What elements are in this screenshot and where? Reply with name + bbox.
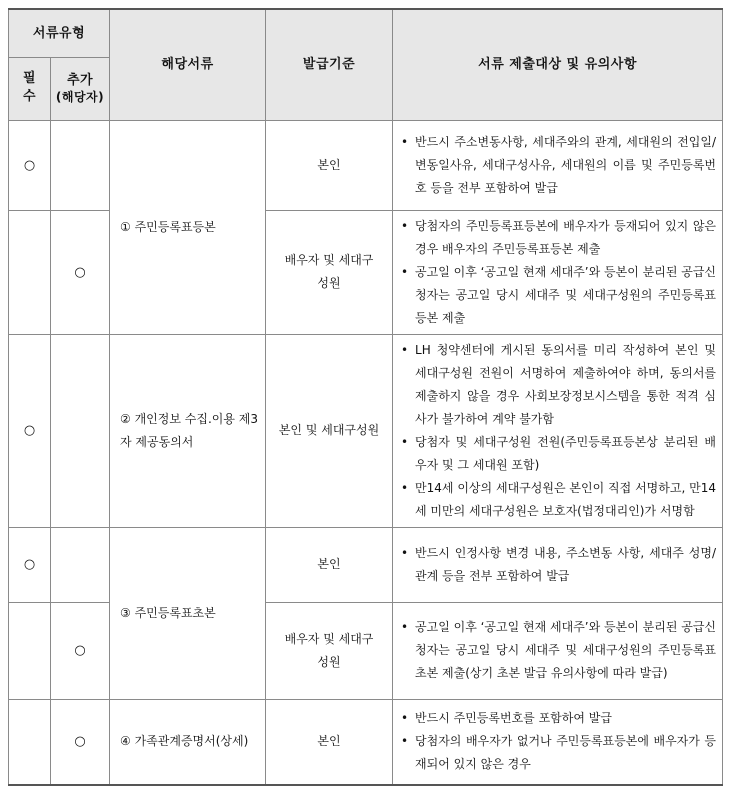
header-required-label: 필수: [22, 71, 37, 104]
table-row: [9, 120, 723, 210]
header-additional-label: 추가: [66, 73, 94, 88]
issue-basis: 본인: [266, 120, 393, 210]
note-item: • 반드시 주소변동사항, 세대주와의 관계, 세대원의 전입일/변동일사유, 세대구성사유, 세대원의 이름 및 주민등록번호 등을 전부 포함하여 발급: [397, 131, 716, 200]
header-additional-sub: (해당자): [55, 90, 105, 104]
header-issue-basis: 발급기준: [266, 9, 393, 120]
note-item: • 공고일 이후 ‘공고일 현재 세대주’와 등본이 분리된 공급신청자는 공고일 당시 세대주 및 세대구성원의 주민등록표초본 제출(상기 초본 발급 유의사항에 따라 발급): [397, 616, 716, 685]
document-name: ② 개인정보 수집.이용 제3자 제공동의서: [110, 334, 266, 527]
additional-mark: ○: [51, 699, 110, 785]
required-mark: [9, 210, 51, 334]
required-mark: ○: [9, 120, 51, 210]
additional-mark: [51, 334, 110, 527]
required-mark: ○: [9, 527, 51, 602]
note-item: • 만14세 이상의 세대구성원은 본인이 직접 서명하고, 만14세 미만의 세대구성원은 보호자(법정대리인)가 서명함: [397, 477, 716, 523]
issue-basis: 본인 및 세대구성원: [266, 334, 393, 527]
document-name: ④ 가족관계증명서(상세): [110, 699, 266, 785]
document-table-container: [8, 8, 722, 786]
document-name: ③ 주민등록표초본: [110, 527, 266, 699]
notes-list: [397, 339, 716, 523]
note-item: • 당첨자 및 세대구성원 전원(주민등록표등본상 분리된 배우자 및 그 세대원 포함): [397, 431, 716, 477]
required-mark: [9, 602, 51, 699]
document-name: ① 주민등록표등본: [110, 120, 266, 334]
notes-cell: [393, 120, 723, 210]
note-item: • 당첨자의 주민등록표등본에 배우자가 등재되어 있지 않은 경우 배우자의 주민등록표등본 제출: [397, 215, 716, 261]
document-requirements-table: [8, 8, 723, 786]
issue-basis: 본인: [266, 527, 393, 602]
additional-mark: [51, 120, 110, 210]
additional-mark: [51, 527, 110, 602]
note-item: • 당첨자의 배우자가 없거나 주민등록표등본에 배우자가 등재되어 있지 않은 경우: [397, 730, 716, 776]
note-item: • LH 청약센터에 게시된 동의서를 미리 작성하여 본인 및 세대구성원 전원이 서명하여 제출하여야 하며, 동의서를 제출하지 않을 경우 사회보장정보시스템을 통한 적격 심사가 불가하여 계약 불가함: [397, 339, 716, 431]
table-row: [9, 334, 723, 527]
header-required: [9, 57, 51, 120]
issue-basis: [266, 210, 393, 334]
table-row: [9, 699, 723, 785]
notes-list: [397, 215, 716, 330]
notes-list: [397, 707, 716, 776]
notes-cell: [393, 602, 723, 699]
notes-cell: [393, 334, 723, 527]
notes-list: [397, 616, 716, 685]
header-notes: 서류 제출대상 및 유의사항: [393, 9, 723, 120]
additional-mark: ○: [51, 602, 110, 699]
note-item: • 공고일 이후 ‘공고일 현재 세대주’와 등본이 분리된 공급신청자는 공고일 당시 세대주 및 세대구성원의 주민등록표등본 제출: [397, 261, 716, 330]
notes-list: [397, 542, 716, 588]
header-doc-type: 서류유형: [9, 9, 110, 57]
additional-mark: ○: [51, 210, 110, 334]
notes-cell: [393, 210, 723, 334]
issue-basis-text: 배우자 및 세대구성원: [284, 253, 374, 290]
notes-list: [397, 131, 716, 200]
note-item: • 반드시 인정사항 변경 내용, 주소변동 사항, 세대주 성명/관계 등을 전부 포함하여 발급: [397, 542, 716, 588]
issue-basis: [266, 602, 393, 699]
issue-basis: 본인: [266, 699, 393, 785]
header-additional: [51, 57, 110, 120]
table-row: [9, 527, 723, 602]
notes-cell: [393, 699, 723, 785]
issue-basis-text: 배우자 및 세대구성원: [284, 631, 374, 669]
notes-cell: [393, 527, 723, 602]
header-document: 해당서류: [110, 9, 266, 120]
note-item: • 반드시 주민등록번호를 포함하여 발급: [397, 707, 716, 730]
required-mark: [9, 699, 51, 785]
required-mark: ○: [9, 334, 51, 527]
